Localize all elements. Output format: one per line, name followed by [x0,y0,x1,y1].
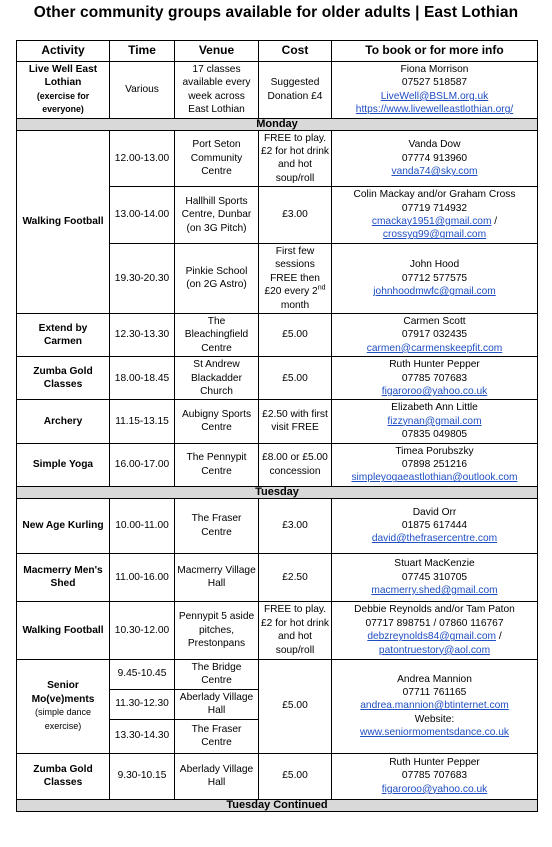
time-cell: 11.00-16.00 [110,553,175,601]
time-cell: 11.30-12.30 [110,689,175,719]
contact-email-link[interactable]: david@thefrasercentre.com [371,533,498,545]
activity-cell [17,659,110,753]
website-link[interactable]: www.seniormomentsdance.co.uk [360,727,509,739]
table-row [17,313,538,356]
time-cell: 9.45-10.45 [110,659,175,689]
contact-name: Andrea Mannion [397,673,472,685]
time-cell: Various [110,62,175,119]
cost-cell: £5.00 [259,313,332,356]
venue-cell: Aubigny Sports Centre [175,400,259,443]
page-title: Other community groups available for older adults | East Lothian [33,4,519,21]
cost-text-end: month [280,299,310,311]
contact-phone: 07785 707683 [401,770,468,782]
email-separator: / [491,216,498,228]
cost-cell: FREE to play. £2 for hot drink and hot soup/roll [259,130,332,187]
activity-cell: Extend by Carmen [17,313,110,356]
cost-cell: Suggested Donation £4 [259,62,332,119]
contact-name: Fiona Morrison [400,64,469,75]
day-label: Monday [17,118,538,130]
time-cell: 19.30-20.30 [110,243,175,313]
contact-phone: 07712 577575 [401,272,468,284]
time-cell: 13.00-14.00 [110,187,175,244]
cost-cell [259,243,332,313]
contact-phone: 07785 707683 [401,372,468,384]
activity-cell: Zumba Gold Classes [17,753,110,799]
day-header-monday [17,118,538,130]
contact-email-link[interactable]: patontruestory@aol.com [378,644,491,656]
day-label: Tuesday [17,486,538,498]
time-cell: 13.30-14.30 [110,719,175,753]
info-cell [332,753,538,799]
venue-cell: Pennypit 5 aside pitches, Prestonpans [175,601,259,659]
day-header-tuesday-continued [17,799,538,811]
contact-name: Ruth Hunter Pepper [389,756,480,768]
contact-phone: 07835 049805 [401,429,468,441]
activity-name: Senior Mo(ve)ments [31,680,95,705]
contact-emails [334,630,535,643]
venue-cell: Hallhill Sports Centre, Dunbar (on 3G Pitch) [175,187,259,244]
contact-phone: 01875 617444 [401,520,468,532]
contact-email-link[interactable]: carmen@carmenskeepfit.com [366,342,503,354]
info-cell [332,243,538,313]
venue-cell: The Pennypit Centre [175,443,259,486]
contact-name: Timea Porubszky [395,445,474,457]
info-cell [332,313,538,356]
table-row [17,553,538,601]
contact-phone: 07898 251216 [401,458,468,470]
contact-email-link[interactable]: LiveWell@BSLM.org.uk [380,90,489,102]
venue-cell: 17 classes available every week across East Lothian [175,62,259,119]
contact-name: Carmen Scott [403,315,466,327]
contact-email-link[interactable]: figaroroo@yahoo.co.uk [381,385,488,397]
time-cell: 12.00-13.00 [110,130,175,187]
cost-cell: £5.00 [259,659,332,753]
contact-phone: 07917 032435 [401,329,468,341]
contact-name: Elizabeth Ann Little [391,402,478,414]
activity-cell: Archery [17,400,110,443]
info-cell [332,62,538,119]
contact-email-link[interactable]: debzreynolds84@gmail.com [367,631,497,643]
cost-superscript: nd [317,284,326,292]
info-cell [332,130,538,187]
contact-phone: 07711 761165 [402,687,467,699]
contact-phone: 07719 714932 [401,202,468,214]
time-cell: 18.00-18.45 [110,357,175,400]
cost-cell: £5.00 [259,753,332,799]
contact-name: Debbie Reynolds and/or Tam Paton [354,604,515,616]
contact-name: David Orr [412,506,457,518]
activity-cell: Walking Football [17,601,110,659]
contact-emails [334,215,535,228]
info-cell [332,601,538,659]
contact-phone: 07527 518587 [401,77,468,89]
activity-cell [17,62,110,119]
activity-subtitle: (simple dance exercise) [34,707,92,731]
day-label: Tuesday Continued [17,799,538,811]
time-cell: 12.30-13.30 [110,313,175,356]
header-info: To book or for more info [332,41,538,62]
header-row [17,41,538,62]
time-cell: 11.15-13.15 [110,400,175,443]
info-cell [332,187,538,244]
venue-cell: The Fraser Centre [175,719,259,753]
contact-name: Vanda Dow [408,139,461,151]
time-cell: 10.00-11.00 [110,498,175,553]
info-cell [332,443,538,486]
cost-cell: £2.50 [259,553,332,601]
header-activity: Activity [17,41,110,62]
activity-cell: Walking Football [17,130,110,313]
info-cell [332,357,538,400]
time-cell: 16.00-17.00 [110,443,175,486]
contact-email-link[interactable]: fizzynan@gmail.com [387,415,482,427]
contact-email-link[interactable]: cmackay1951@gmail.com [371,216,492,228]
activity-cell: Simple Yoga [17,443,110,486]
contact-name: John Hood [409,259,460,271]
website-link[interactable]: https://www.livewelleastlothian.org/ [355,104,514,116]
header-cost: Cost [259,41,332,62]
activity-cell: Macmerry Men's Shed [17,553,110,601]
contact-name: Colin Mackay and/or Graham Cross [353,189,516,201]
time-cell: 10.30-12.00 [110,601,175,659]
venue-cell: Pinkie School (on 2G Astro) [175,243,259,313]
venue-cell: The Bridge Centre [175,659,259,689]
table-row [17,659,538,689]
table-row [17,443,538,486]
cost-cell: £3.00 [259,187,332,244]
activity-name: Live Well East Lothian [28,64,98,89]
contact-phone: 07717 898751 / 07860 116767 [365,617,504,629]
time-cell: 9.30-10.15 [110,753,175,799]
table-row [17,357,538,400]
venue-cell: The Fraser Centre [175,498,259,553]
venue-cell: The Bleachingfield Centre [175,313,259,356]
cost-cell: £2.50 with first visit FREE [259,400,332,443]
table-row [17,601,538,659]
header-venue: Venue [175,41,259,62]
activity-cell: Zumba Gold Classes [17,357,110,400]
cost-cell: FREE to play. £2 for hot drink and hot soup/roll [259,601,332,659]
table-row [17,498,538,553]
activity-cell: New Age Kurling [17,498,110,553]
header-time: Time [110,41,175,62]
cost-cell: £5.00 [259,357,332,400]
venue-cell: Aberlady Village Hall [175,689,259,719]
day-header-tuesday [17,486,538,498]
info-cell [332,659,538,753]
table-row [17,62,538,119]
contact-name: Stuart MacKenzie [394,558,475,570]
contact-email-link[interactable]: simpleyogaeastlothian@outlook.com [351,472,518,484]
table-row [17,753,538,799]
community-groups-table [16,40,538,812]
info-cell [332,400,538,443]
contact-email-link[interactable]: johnhoodmwfc@gmail.com [373,286,496,298]
contact-email-link[interactable]: andrea.mannion@btinternet.com [360,700,509,712]
contact-phone: 07745 310705 [401,571,468,583]
contact-email-link[interactable]: macmerry.shed@gmail.com [371,584,498,596]
contact-name: Ruth Hunter Pepper [389,359,480,371]
contact-email-link[interactable]: crossyg99@gmail.com [382,229,487,241]
activity-subtitle: (exercise for everyone) [36,90,90,115]
contact-email-link[interactable]: figaroroo@yahoo.co.uk [381,783,488,795]
website-label: Website: [414,713,455,725]
cost-text: First few sessions FREE then £20 every 2 [264,245,320,298]
table-row [17,130,538,187]
table-row [17,400,538,443]
cost-cell: £8.00 or £5.00 concession [259,443,332,486]
venue-cell: St Andrew Blackadder Church [175,357,259,400]
cost-cell: £3.00 [259,498,332,553]
venue-cell: Port Seton Community Centre [175,130,259,187]
venue-cell: Aberlady Village Hall [175,753,259,799]
venue-cell: Macmerry Village Hall [175,553,259,601]
contact-email-link[interactable]: vanda74@sky.com [391,166,478,178]
contact-phone: 07774 913960 [401,152,468,164]
info-cell [332,498,538,553]
email-separator: / [496,631,502,643]
info-cell [332,553,538,601]
